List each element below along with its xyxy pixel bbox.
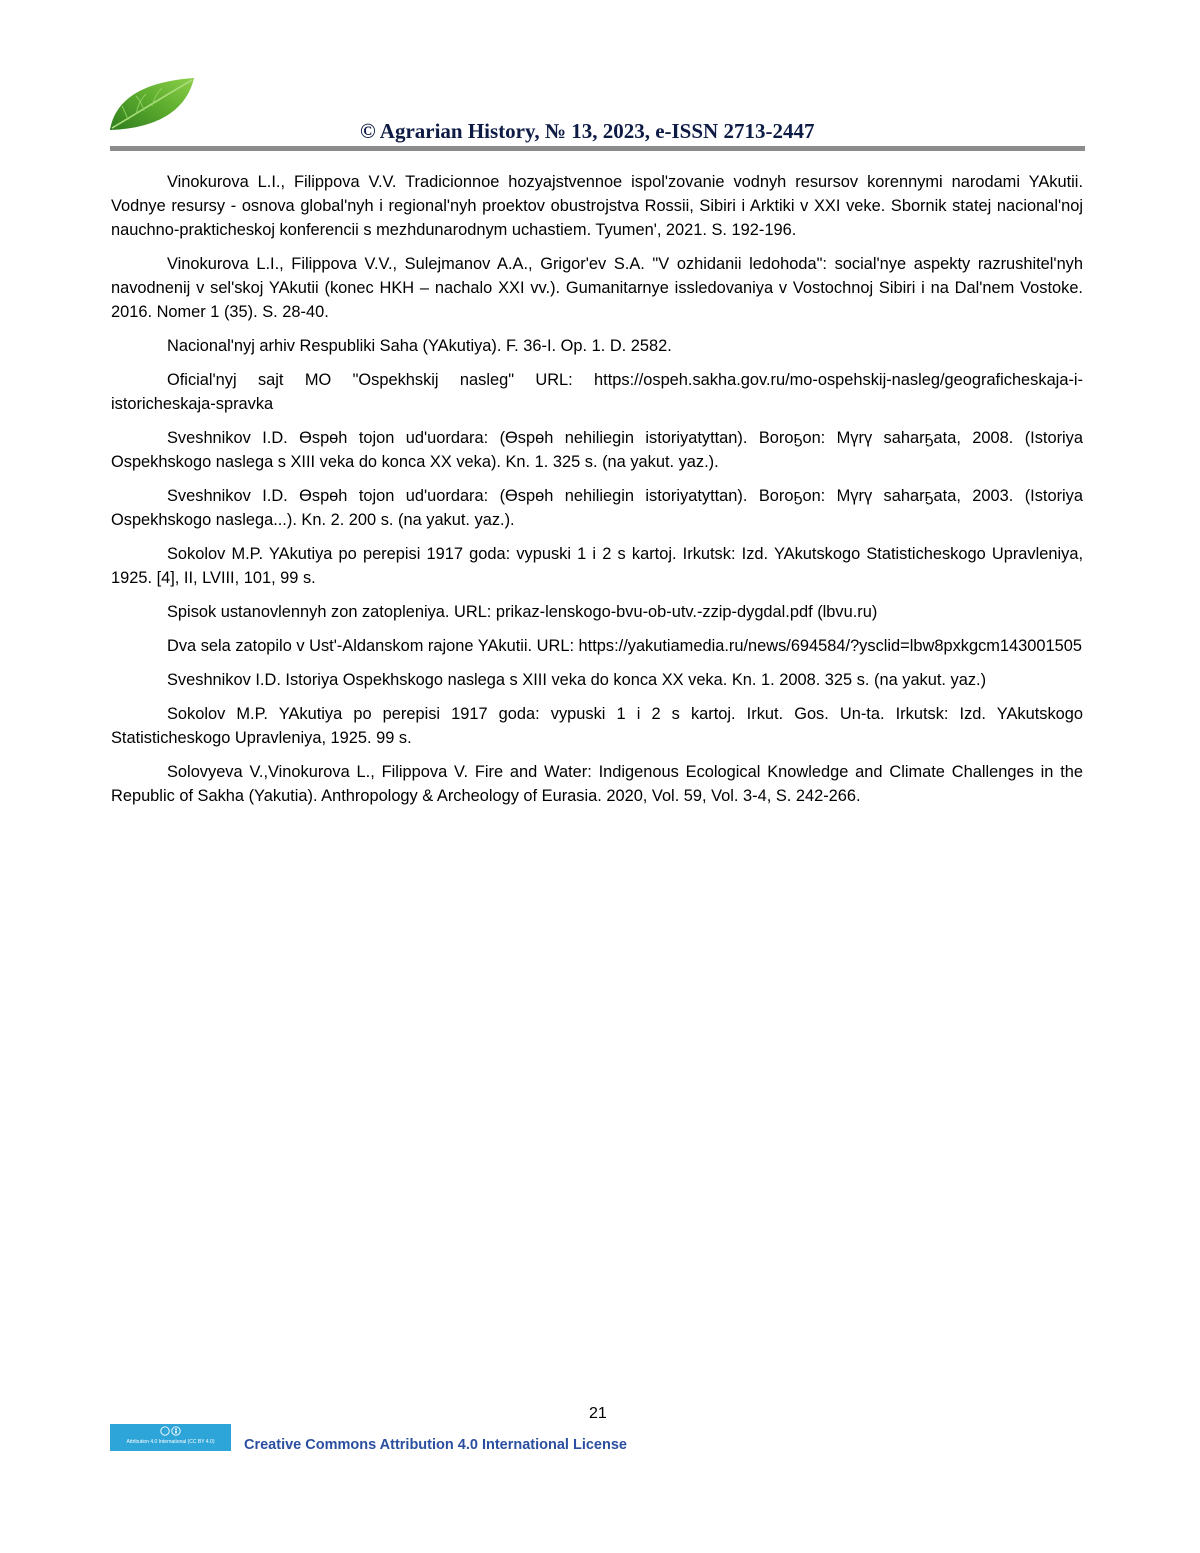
cc-badge-text: Attribution 4.0 International (CC BY 4.0) <box>126 1439 215 1445</box>
reference-item: Vinokurova L.I., Filippova V.V. Tradicionnoe hozyajstvennoe ispol'zovanie vodnyh resursov korennymi narodami YAkutii. Vodnye resursy - osnova global'nyh i regional'nyh proektov obustrojstva Rossii, Sibiri i Arktiki v XXI veke. Sbornik statej nacional'noj nauchno-prakticheskoj konferencii s mezhdunarodnym uchastiem. Tyumen', 2021. S. 192-196. <box>111 173 1083 239</box>
reference-item: Sveshnikov I.D. Istoriya Ospekhskogo naslega s XIII veka do konca XX veka. Kn. 1. 2008. 325 s. (na yakut. yaz.) <box>167 671 987 689</box>
reference-item: Solovyeva V.,Vinokurova L., Filippova V. Fire and Water: Indigenous Ecological Knowledge and Climate Challenges in the Republic of Sakha (Yakutia). Anthropology & Archeology of Eurasia. 2020, Vol. 59, Vol. 3-4, S. 242-266. <box>111 763 1083 805</box>
green-leaf-icon <box>106 74 200 134</box>
cc-by-license-badge[interactable] <box>110 1424 231 1451</box>
license-link[interactable]: Creative Commons Attribution 4.0 International License <box>244 1437 627 1453</box>
reference-list <box>111 170 1083 818</box>
header-divider <box>110 146 1085 151</box>
journal-header-title: © Agrarian History, № 13, 2023, e-ISSN 2713-2447 <box>360 119 815 143</box>
reference-item: Sokolov M.P. YAkutiya po perepisi 1917 goda: vypuski 1 i 2 s kartoj. Irkut. Gos. Un-ta. Irkutsk: Izd. YAkutskogo Statisticheskogo Upravleniya, 1925. 99 s. <box>111 705 1083 747</box>
reference-item: Nacional'nyj arhiv Respubliki Saha (YAkutiya). F. 36-I. Op. 1. D. 2582. <box>167 337 672 355</box>
reference-item: Sokolov M.P. YAkutiya po perepisi 1917 goda: vypuski 1 i 2 s kartoj. Irkutsk: Izd. YAkutskogo Statisticheskogo Upravleniya, 1925. [4], II, LVIII, 101, 99 s. <box>111 545 1083 587</box>
cc-by-icon <box>160 1426 182 1436</box>
page-number: 21 <box>589 1405 607 1422</box>
reference-item: Sveshnikov I.D. Өspөh tojon ud'uordara: (Өspөh nehiliegin istoriyatyttan). Boroҕon: Mүrү saharҕata, 2008. (Istoriya Ospekhskogo naslega s XIII veka do konca XX veka). Kn. 1. 325 s. (na yakut. yaz.). <box>111 429 1083 471</box>
reference-item: Vinokurova L.I., Filippova V.V., Sulejmanov A.A., Grigor'ev S.A. "V ozhidanii ledohoda": social'nye aspekty razrushitel'nyh navodnenij v sel'skoj YAkutii (konec HKH – nachalo XXI vv.). Gumanitarnye issledovaniya v Vostochnoj Sibiri i na Dal'nem Vostoke. 2016. Nomer 1 (35). S. 28-40. <box>111 255 1083 321</box>
reference-item: Sveshnikov I.D. Өspөh tojon ud'uordara: (Өspөh nehiliegin istoriyatyttan). Boroҕon: Mүrү saharҕata, 2003. (Istoriya Ospekhskogo naslega...). Kn. 2. 200 s. (na yakut. yaz.). <box>111 487 1083 529</box>
reference-item: Dva sela zatopilo v Ust'-Aldanskom rajone YAkutii. URL: https://yakutiamedia.ru/news/694584/?ysclid=lbw8pxkgcm143001505 <box>167 637 1082 655</box>
reference-item: Oficial'nyj sajt MO "Ospekhskij nasleg" URL: https://ospeh.sakha.gov.ru/mo-ospehskij-nasleg/geograficheskaja-i-istoricheskaja-spravka <box>111 371 1083 413</box>
reference-item: Spisok ustanovlennyh zon zatopleniya. URL: prikaz-lenskogo-bvu-ob-utv.-zzip-dygdal.pdf (lbvu.ru) <box>167 603 878 621</box>
